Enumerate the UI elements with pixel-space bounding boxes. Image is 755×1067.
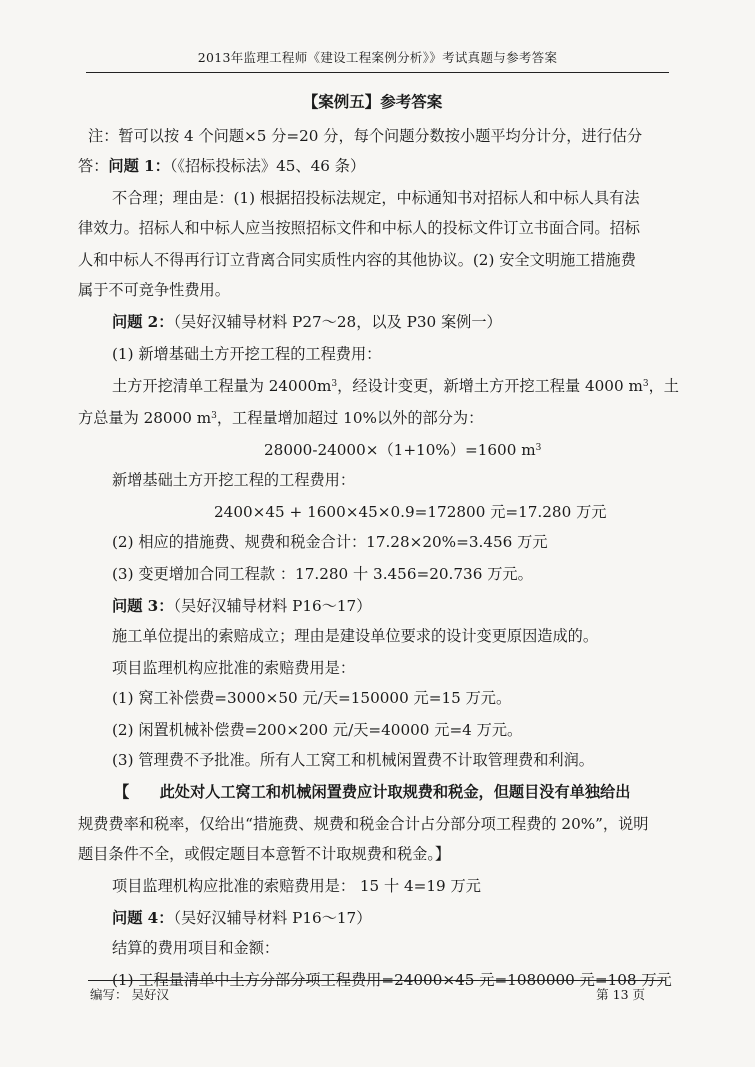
note-paragraph-line: 题目条件不全，或假定题目本意暂不计取规费和税金。】 bbox=[78, 845, 451, 863]
paragraph-line: 项目监理机构应批准的索赔费用是： bbox=[112, 659, 355, 677]
question-3-label: 问题 3： bbox=[112, 597, 174, 615]
paragraph-line: (3) 管理费不予批准。所有人工窝工和机械闲置费不计取管理费和利润。 bbox=[112, 751, 594, 769]
note-line: 注：暂可以按 4 个问题×5 分=20 分，每个问题分数按小题平均分计分，进行估分 bbox=[88, 127, 643, 145]
paragraph-line: (1) 新增基础土方开挖工程的工程费用： bbox=[112, 345, 382, 363]
paragraph-line: (3) 变更增加合同工程款 ：17.280 十 3.456=20.736 万元。 bbox=[112, 565, 533, 583]
page-header: 2013年监理工程师《建设工程案例分析》》考试真题与参考答案 bbox=[86, 48, 669, 73]
question-3-line bbox=[112, 596, 657, 616]
paragraph-line: 结算的费用项目和金额： bbox=[112, 939, 280, 957]
paragraph-line: (2) 闲置机械补偿费=200×200 元/天=40000 元=4 万元。 bbox=[112, 721, 523, 739]
question-4-ref: （吴好汉辅导材料 P16～17） bbox=[173, 909, 372, 927]
paragraph-line: 土方开挖清单工程量为 $24000m^3$，经设计变更，新增土方开挖工程量 4000 $m^3$，土 bbox=[112, 377, 679, 395]
section-title: 【案例五】参考答案 bbox=[302, 92, 443, 111]
answer-prefix: 答： bbox=[78, 157, 109, 175]
question-2-label: 问题 2： bbox=[112, 313, 174, 331]
footer-author: 编写： 吴好汉 bbox=[90, 987, 169, 1002]
question-3-ref: （吴好汉辅导材料 P16～17） bbox=[173, 597, 372, 615]
paragraph-line: 不合理；理由是：(1) 根据招投标法规定，中标通知书对招标人和中标人具有法 bbox=[112, 189, 640, 207]
formula-line: 2400×45 + 1600×45×0.9=172800 元=17.280 万元 bbox=[214, 503, 607, 521]
paragraph-line: 律效力。招标人和中标人应当按照招标文件和中标人的投标文件订立书面合同。招标 bbox=[78, 219, 640, 237]
paragraph-line: 属于不可竞争性费用。 bbox=[78, 281, 230, 299]
question-4-line bbox=[112, 908, 657, 928]
paragraph-line: 方总量为 28000 $m^3$，工程量增加超过 10%以外的部分为： bbox=[78, 409, 484, 427]
page-number: 第 13 页 bbox=[596, 987, 645, 1002]
note-paragraph-line: 规费费率和税率，仅给出“措施费、规费和税金合计占分部分项工程费的 20%”，说明 bbox=[78, 815, 649, 833]
paragraph-line: (1) 窝工补偿费=3000×50 元/天=150000 元=15 万元。 bbox=[112, 689, 512, 707]
question-2-line bbox=[112, 312, 657, 332]
answer-line bbox=[78, 156, 657, 176]
question-2-ref: （吴好汉辅导材料 P27～28，以及 P30 案例一） bbox=[173, 313, 502, 331]
question-1-label: 问题 1： bbox=[108, 157, 170, 175]
paragraph-line: 施工单位提出的索赔成立；理由是建设单位要求的设计变更原因造成的。 bbox=[112, 627, 598, 645]
paragraph-line: (1) 工程量清单中土方分部分项工程费用=24000×45 元=1080000 元=108 万元 bbox=[112, 971, 672, 989]
paragraph-line: 新增基础土方开挖工程的工程费用： bbox=[112, 471, 355, 489]
paragraph-line: 项目监理机构应批准的索赔费用是： 15 十 4=19 万元 bbox=[112, 877, 481, 895]
question-4-label: 问题 4： bbox=[112, 909, 174, 927]
paragraph-line: 人和中标人不得再行订立背离合同实质性内容的其他协议。(2) 安全文明施工措施费 bbox=[78, 251, 636, 269]
page-footer bbox=[88, 980, 665, 1002]
formula-line: 28000-24000×（1+10%）=1600 $m^3$ bbox=[264, 441, 542, 459]
note-paragraph-line: 【 此处对人工窝工和机械闲置费应计取规费和税金，但题目没有单独给出 bbox=[114, 783, 631, 801]
paragraph-line: (2) 相应的措施费、规费和税金合计：17.28×20%=3.456 万元 bbox=[112, 533, 548, 551]
question-1-ref: （《招标投标法》45、46 条） bbox=[169, 157, 366, 175]
